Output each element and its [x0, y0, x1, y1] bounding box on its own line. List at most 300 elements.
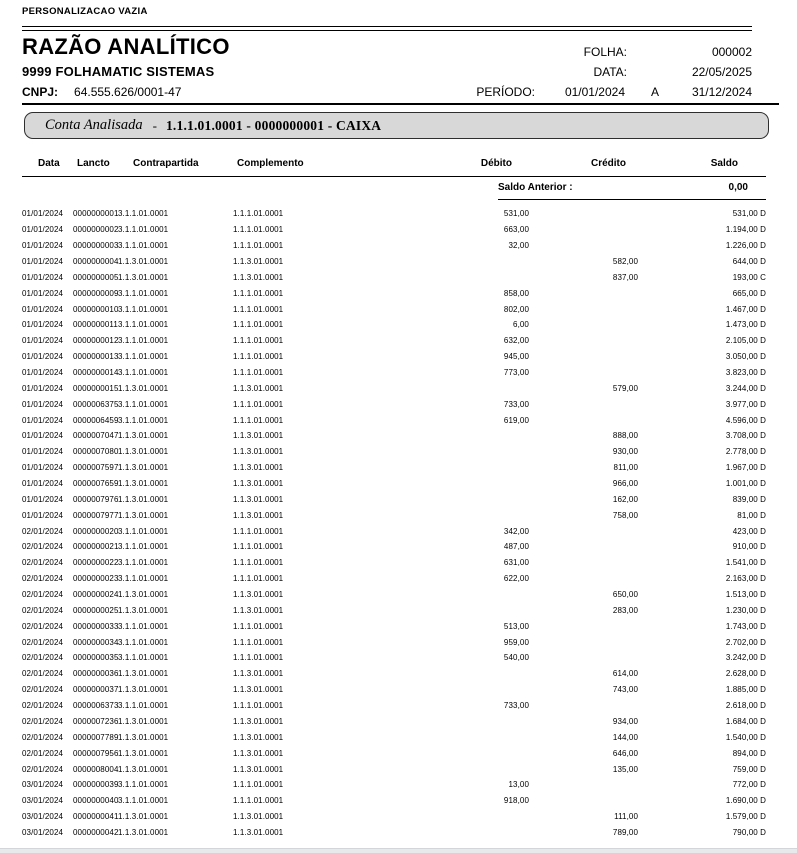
cell-lancto: 0000000013 [73, 352, 119, 362]
table-row [0, 301, 797, 317]
cell-saldo: 1.194,00 D [725, 225, 766, 235]
cell-contrapartida: 3.1.1.01.0001 [118, 780, 169, 790]
period-separator: A [650, 85, 659, 99]
cell-date: 03/01/2024 [22, 780, 64, 790]
table-row [0, 587, 797, 603]
column-header-credito: Crédito [591, 157, 626, 169]
cell-complemento: 1.1.1.01.0001 [233, 637, 284, 647]
column-header-saldo: Saldo [710, 157, 738, 169]
column-header-complemento: Complemento [237, 157, 304, 169]
cell-contrapartida: 3.1.1.01.0001 [118, 621, 169, 631]
cell-saldo: 772,00 D [732, 780, 766, 790]
table-row [0, 666, 797, 682]
cell-saldo: 2.702,00 D [725, 637, 766, 647]
cell-date: 03/01/2024 [22, 827, 64, 837]
cell-lancto: 0000007080 [73, 447, 119, 457]
cell-debito: 959,00 [503, 637, 529, 647]
cell-saldo: 910,00 D [732, 542, 766, 552]
cell-lancto: 0000000002 [73, 225, 119, 235]
cell-complemento: 1.1.1.01.0001 [233, 209, 284, 219]
cell-saldo: 3.977,00 D [725, 399, 766, 409]
cell-credito: 758,00 [612, 510, 638, 520]
cell-credito: 934,00 [612, 716, 638, 726]
cell-lancto: 0000007597 [73, 463, 119, 473]
table-row [0, 507, 797, 523]
cell-lancto: 0000000041 [73, 812, 119, 822]
cell-lancto: 0000000003 [73, 241, 119, 251]
cell-debito: 619,00 [503, 415, 529, 425]
cell-date: 01/01/2024 [22, 510, 64, 520]
table-row [0, 793, 797, 809]
cell-complemento: 1.1.1.01.0001 [233, 542, 284, 552]
cell-debito: 918,00 [503, 796, 529, 806]
cell-contrapartida: 1.1.3.01.0001 [118, 494, 169, 504]
column-header-data: Data [38, 157, 60, 169]
cell-debito: 733,00 [503, 399, 529, 409]
cell-date: 02/01/2024 [22, 701, 64, 711]
cell-credito: 789,00 [612, 827, 638, 837]
cell-lancto: 0000000036 [73, 669, 119, 679]
cell-saldo: 1.541,00 D [725, 558, 766, 568]
cell-credito: 888,00 [612, 431, 638, 441]
table-row [0, 650, 797, 666]
cell-complemento: 1.1.3.01.0001 [233, 383, 284, 393]
cell-date: 01/01/2024 [22, 383, 64, 393]
cell-saldo: 1.743,00 D [725, 621, 766, 631]
cell-complemento: 1.1.3.01.0001 [233, 605, 284, 615]
cell-complemento: 1.1.3.01.0001 [233, 447, 284, 457]
cell-date: 01/01/2024 [22, 225, 64, 235]
table-row [0, 539, 797, 555]
cell-credito: 966,00 [612, 479, 638, 489]
cell-saldo: 1.690,00 D [725, 796, 766, 806]
cell-credito: 811,00 [613, 463, 638, 473]
cell-saldo: 1.473,00 D [725, 320, 766, 330]
cell-date: 01/01/2024 [22, 431, 64, 441]
cell-debito: 773,00 [503, 368, 529, 378]
cell-complemento: 1.1.3.01.0001 [233, 431, 284, 441]
cell-debito: 802,00 [503, 304, 529, 314]
table-row [0, 476, 797, 492]
cell-lancto: 0000006375 [73, 399, 119, 409]
cell-complemento: 1.1.1.01.0001 [233, 574, 284, 584]
account-bar-value: 1.1.1.01.0001 - 0000000001 - CAIXA [165, 117, 382, 133]
cell-credito: 579,00 [612, 383, 638, 393]
table-row [0, 428, 797, 444]
cell-debito: 13,00 [508, 780, 529, 790]
cell-contrapartida: 3.1.1.01.0001 [118, 637, 169, 647]
cell-lancto: 0000000033 [73, 621, 119, 631]
cell-lancto: 0000000021 [73, 542, 119, 552]
cell-complemento: 1.1.1.01.0001 [233, 336, 284, 346]
cell-date: 01/01/2024 [22, 399, 64, 409]
table-row [0, 555, 797, 571]
cell-debito: 32,00 [508, 241, 529, 251]
cell-date: 03/01/2024 [22, 796, 64, 806]
period-start: 01/01/2024 [564, 85, 625, 99]
table-row [0, 745, 797, 761]
cell-complemento: 1.1.3.01.0001 [233, 732, 284, 742]
cell-debito: 663,00 [503, 225, 529, 235]
cell-contrapartida: 3.1.1.01.0001 [118, 209, 169, 219]
cell-lancto: 0000008004 [73, 764, 119, 774]
cell-date: 02/01/2024 [22, 526, 64, 536]
cell-complemento: 1.1.3.01.0001 [233, 494, 284, 504]
cell-lancto: 0000000010 [73, 304, 119, 314]
cell-saldo: 3.242,00 D [725, 653, 766, 663]
cell-saldo: 1.967,00 D [725, 463, 766, 473]
cell-contrapartida: 1.1.3.01.0001 [118, 590, 169, 600]
table-row [0, 238, 797, 254]
cell-complemento: 1.1.1.01.0001 [233, 796, 284, 806]
cell-date: 01/01/2024 [22, 415, 64, 425]
cell-complemento: 1.1.1.01.0001 [233, 304, 284, 314]
cell-credito: 743,00 [612, 685, 638, 695]
cell-date: 01/01/2024 [22, 479, 64, 489]
cell-saldo: 1.226,00 D [725, 241, 766, 251]
cell-complemento: 1.1.1.01.0001 [233, 621, 284, 631]
previous-balance-value: 0,00 [728, 182, 748, 193]
cell-date: 02/01/2024 [22, 621, 64, 631]
cell-contrapartida: 3.1.1.01.0001 [118, 336, 169, 346]
cell-lancto: 0000000039 [73, 780, 119, 790]
cell-date: 02/01/2024 [22, 732, 64, 742]
cell-contrapartida: 1.1.3.01.0001 [118, 272, 169, 282]
cell-credito: 837,00 [612, 272, 638, 282]
cell-date: 02/01/2024 [22, 748, 64, 758]
cell-credito: 650,00 [612, 590, 638, 600]
cell-date: 02/01/2024 [22, 685, 64, 695]
cell-contrapartida: 1.1.3.01.0001 [118, 463, 169, 473]
cell-debito: 632,00 [503, 336, 529, 346]
cell-contrapartida: 3.1.1.01.0001 [118, 526, 169, 536]
cell-credito: 111,00 [614, 812, 638, 822]
cell-contrapartida: 3.1.1.01.0001 [118, 558, 169, 568]
table-row [0, 396, 797, 412]
cell-contrapartida: 3.1.1.01.0001 [118, 352, 169, 362]
table-row [0, 634, 797, 650]
folha-label: FOLHA: [583, 45, 627, 59]
previous-balance-label: Saldo Anterior : [498, 182, 573, 193]
table-row [0, 682, 797, 698]
cell-debito: 531,00 [503, 209, 529, 219]
cell-contrapartida: 1.1.3.01.0001 [118, 732, 169, 742]
cell-credito: 283,00 [612, 605, 638, 615]
cell-saldo: 1.579,00 D [725, 812, 766, 822]
table-row [0, 729, 797, 745]
cell-debito: 513,00 [503, 621, 529, 631]
table-row [0, 602, 797, 618]
cell-saldo: 531,00 D [732, 209, 766, 219]
cell-contrapartida: 1.1.3.01.0001 [118, 257, 169, 266]
cell-contrapartida: 1.1.3.01.0001 [118, 431, 169, 441]
cell-lancto: 0000000001 [73, 209, 119, 219]
cell-contrapartida: 3.1.1.01.0001 [118, 399, 169, 409]
cell-saldo: 1.230,00 D [725, 605, 766, 615]
cell-date: 03/01/2024 [22, 812, 64, 822]
cell-debito: 6,00 [513, 320, 529, 330]
cell-lancto: 0000007956 [73, 748, 119, 758]
cell-date: 01/01/2024 [22, 368, 64, 378]
cell-date: 02/01/2024 [22, 637, 64, 647]
cell-contrapartida: 3.1.1.01.0001 [118, 653, 169, 663]
cell-contrapartida: 3.1.1.01.0001 [118, 574, 169, 584]
date-value: 22/05/2025 [691, 65, 752, 79]
cell-date: 02/01/2024 [22, 716, 64, 726]
cell-complemento: 1.1.3.01.0001 [233, 685, 284, 695]
cell-contrapartida: 1.1.3.01.0001 [118, 764, 169, 774]
cell-complemento: 1.1.3.01.0001 [233, 827, 284, 837]
table-row [0, 444, 797, 460]
cell-date: 02/01/2024 [22, 542, 64, 552]
cell-complemento: 1.1.1.01.0001 [233, 241, 284, 251]
cell-lancto: 0000000034 [73, 637, 119, 647]
cell-lancto: 0000000020 [73, 526, 119, 536]
column-header-debito: Débito [480, 157, 512, 169]
cell-complemento: 1.1.3.01.0001 [233, 669, 284, 679]
cell-lancto: 0000000014 [73, 368, 119, 378]
cell-complemento: 1.1.1.01.0001 [233, 526, 284, 536]
cell-contrapartida: 1.1.3.01.0001 [118, 383, 169, 393]
cell-saldo: 2.778,00 D [725, 447, 766, 457]
cell-lancto: 0000007047 [73, 431, 119, 441]
cell-date: 01/01/2024 [22, 209, 64, 219]
table-row [0, 269, 797, 285]
cell-credito: 930,00 [612, 447, 638, 457]
table-row [0, 380, 797, 396]
cell-saldo: 2.618,00 D [725, 701, 766, 711]
cell-complemento: 1.1.1.01.0001 [233, 780, 284, 790]
table-row [0, 460, 797, 476]
cell-contrapartida: 3.1.1.01.0001 [118, 415, 169, 425]
cell-debito: 487,00 [503, 542, 529, 552]
cell-complemento: 1.1.3.01.0001 [233, 716, 284, 726]
cell-credito: 162,00 [612, 494, 638, 504]
cell-complemento: 1.1.3.01.0001 [233, 764, 284, 774]
cell-date: 01/01/2024 [22, 352, 64, 362]
cell-debito: 631,00 [503, 558, 529, 568]
cell-complemento: 1.1.1.01.0001 [233, 225, 284, 235]
table-row [0, 825, 797, 841]
cell-saldo: 790,00 D [732, 827, 766, 837]
table-row [0, 523, 797, 539]
cell-lancto: 0000000004 [73, 257, 119, 266]
cell-contrapartida: 1.1.3.01.0001 [118, 748, 169, 758]
cell-lancto: 0000000015 [73, 383, 119, 393]
cell-contrapartida: 3.1.1.01.0001 [118, 225, 169, 235]
cell-complemento: 1.1.1.01.0001 [233, 415, 284, 425]
cell-date: 01/01/2024 [22, 494, 64, 504]
cell-saldo: 193,00 C [732, 272, 766, 282]
table-row [0, 714, 797, 730]
cell-lancto: 0000000024 [73, 590, 119, 600]
cell-date: 01/01/2024 [22, 304, 64, 314]
cell-contrapartida: 3.1.1.01.0001 [118, 542, 169, 552]
cell-complemento: 1.1.3.01.0001 [233, 812, 284, 822]
cell-saldo: 1.513,00 D [725, 590, 766, 600]
cell-credito: 582,00 [612, 257, 638, 266]
cell-contrapartida: 1.1.3.01.0001 [118, 812, 169, 822]
cell-lancto: 0000000042 [73, 827, 119, 837]
cell-contrapartida: 3.1.1.01.0001 [118, 368, 169, 378]
table-row [0, 254, 797, 270]
cell-date: 02/01/2024 [22, 574, 64, 584]
table-row [0, 365, 797, 381]
cnpj-value: 64.555.626/0001-47 [74, 85, 182, 99]
cell-complemento: 1.1.3.01.0001 [233, 272, 284, 282]
table-row [0, 285, 797, 301]
cell-date: 01/01/2024 [22, 288, 64, 298]
period-end: 31/12/2024 [691, 85, 752, 99]
table-header-row [0, 155, 797, 171]
table-row [0, 491, 797, 507]
cell-date: 02/01/2024 [22, 605, 64, 615]
cell-lancto: 0000000023 [73, 574, 119, 584]
cnpj-label: CNPJ: [22, 85, 59, 99]
cell-credito: 144,00 [612, 732, 638, 742]
cell-contrapartida: 1.1.3.01.0001 [118, 669, 169, 679]
previous-balance-row [0, 182, 797, 198]
cell-saldo: 644,00 D [732, 257, 766, 266]
cell-complemento: 1.1.3.01.0001 [233, 748, 284, 758]
cell-contrapartida: 1.1.3.01.0001 [118, 510, 169, 520]
cell-contrapartida: 3.1.1.01.0001 [118, 304, 169, 314]
cell-lancto: 0000000012 [73, 336, 119, 346]
cell-contrapartida: 1.1.3.01.0001 [118, 827, 169, 837]
cell-complemento: 1.1.1.01.0001 [233, 352, 284, 362]
cell-contrapartida: 3.1.1.01.0001 [118, 701, 169, 711]
cell-lancto: 0000000011 [73, 320, 118, 330]
cell-contrapartida: 1.1.3.01.0001 [118, 685, 169, 695]
cell-contrapartida: 3.1.1.01.0001 [118, 241, 169, 251]
cell-complemento: 1.1.3.01.0001 [233, 463, 284, 473]
cell-debito: 945,00 [503, 352, 529, 362]
cell-lancto: 0000007977 [73, 510, 119, 520]
cell-debito: 733,00 [503, 701, 529, 711]
cell-saldo: 1.885,00 D [725, 685, 766, 695]
period-label: PERÍODO: [476, 85, 535, 99]
cell-saldo: 1.467,00 D [725, 304, 766, 314]
account-bar-separator: - [152, 117, 157, 133]
cell-contrapartida: 3.1.1.01.0001 [118, 288, 169, 298]
company-name: 9999 FOLHAMATIC SISTEMAS [22, 64, 215, 79]
cell-complemento: 1.1.3.01.0001 [233, 257, 284, 266]
cell-lancto: 0000007789 [73, 732, 119, 742]
cell-lancto: 0000000040 [73, 796, 119, 806]
cell-saldo: 665,00 D [732, 288, 766, 298]
cell-date: 01/01/2024 [22, 447, 64, 457]
cell-contrapartida: 3.1.1.01.0001 [118, 320, 169, 330]
date-label: DATA: [593, 65, 627, 79]
table-row [0, 333, 797, 349]
cell-credito: 614,00 [612, 669, 638, 679]
table-row [0, 809, 797, 825]
cell-date: 01/01/2024 [22, 272, 64, 282]
cell-lancto: 0000000037 [73, 685, 119, 695]
cell-saldo: 894,00 D [732, 748, 766, 758]
cell-saldo: 2.105,00 D [725, 336, 766, 346]
cell-contrapartida: 1.1.3.01.0001 [118, 447, 169, 457]
table-row [0, 412, 797, 428]
cell-date: 01/01/2024 [22, 463, 64, 473]
cell-saldo: 3.050,00 D [725, 352, 766, 362]
cell-complemento: 1.1.1.01.0001 [233, 320, 284, 330]
table-row [0, 571, 797, 587]
table-row [0, 349, 797, 365]
cell-lancto: 0000006373 [73, 701, 119, 711]
custom-header-text: PERSONALIZACAO VAZIA [22, 6, 148, 17]
viewport-bottom-strip [0, 848, 797, 853]
cell-saldo: 81,00 D [737, 510, 766, 520]
cell-saldo: 423,00 D [732, 526, 766, 536]
cell-debito: 858,00 [503, 288, 529, 298]
cell-saldo: 3.823,00 D [725, 368, 766, 378]
cell-date: 01/01/2024 [22, 336, 64, 346]
cell-complemento: 1.1.1.01.0001 [233, 288, 284, 298]
column-header-contrapartida: Contrapartida [133, 157, 199, 169]
cell-saldo: 2.628,00 D [725, 669, 766, 679]
cell-credito: 135,00 [612, 764, 638, 774]
table-row [0, 222, 797, 238]
cell-complemento: 1.1.1.01.0001 [233, 368, 284, 378]
cell-date: 02/01/2024 [22, 558, 64, 568]
cell-date: 02/01/2024 [22, 669, 64, 679]
cell-contrapartida: 1.1.3.01.0001 [118, 479, 169, 489]
cell-debito: 342,00 [503, 526, 529, 536]
cell-lancto: 0000000005 [73, 272, 119, 282]
account-bar-label: Conta Analisada [45, 117, 143, 133]
table-row [0, 761, 797, 777]
cell-lancto: 0000007236 [73, 716, 119, 726]
cell-saldo: 1.684,00 D [725, 716, 766, 726]
account-bar [24, 112, 769, 139]
report-title: RAZÃO ANALÍTICO [22, 34, 230, 59]
cell-saldo: 839,00 D [732, 494, 766, 504]
cell-complemento: 1.1.1.01.0001 [233, 653, 284, 663]
cell-complemento: 1.1.3.01.0001 [233, 590, 284, 600]
cell-lancto: 0000006459 [73, 415, 119, 425]
cell-complemento: 1.1.3.01.0001 [233, 479, 284, 489]
cell-complemento: 1.1.1.01.0001 [233, 701, 284, 711]
cell-credito: 646,00 [612, 748, 638, 758]
cell-complemento: 1.1.1.01.0001 [233, 558, 284, 568]
cell-saldo: 4.596,00 D [725, 415, 766, 425]
column-header-lancto: Lancto [77, 157, 110, 169]
cell-debito: 622,00 [503, 574, 529, 584]
cell-complemento: 1.1.3.01.0001 [233, 510, 284, 520]
table-row [0, 206, 797, 222]
cell-lancto: 0000000035 [73, 653, 119, 663]
cell-lancto: 0000007976 [73, 494, 119, 504]
cell-complemento: 1.1.1.01.0001 [233, 399, 284, 409]
cell-lancto: 0000000025 [73, 605, 119, 615]
cell-date: 01/01/2024 [22, 320, 64, 330]
table-body [0, 206, 797, 840]
cell-saldo: 1.540,00 D [725, 732, 766, 742]
cell-saldo: 759,00 D [732, 764, 766, 774]
header-right-block [0, 0, 797, 104]
cell-date: 01/01/2024 [22, 257, 64, 266]
cell-saldo: 1.001,00 D [725, 479, 766, 489]
cell-lancto: 0000007659 [73, 479, 119, 489]
cell-contrapartida: 1.1.3.01.0001 [118, 605, 169, 615]
cell-lancto: 0000000022 [73, 558, 119, 568]
cell-saldo: 3.244,00 D [725, 383, 766, 393]
cell-lancto: 0000000009 [73, 288, 119, 298]
cell-date: 02/01/2024 [22, 590, 64, 600]
previous-balance-rule [498, 199, 766, 200]
table-row [0, 777, 797, 793]
